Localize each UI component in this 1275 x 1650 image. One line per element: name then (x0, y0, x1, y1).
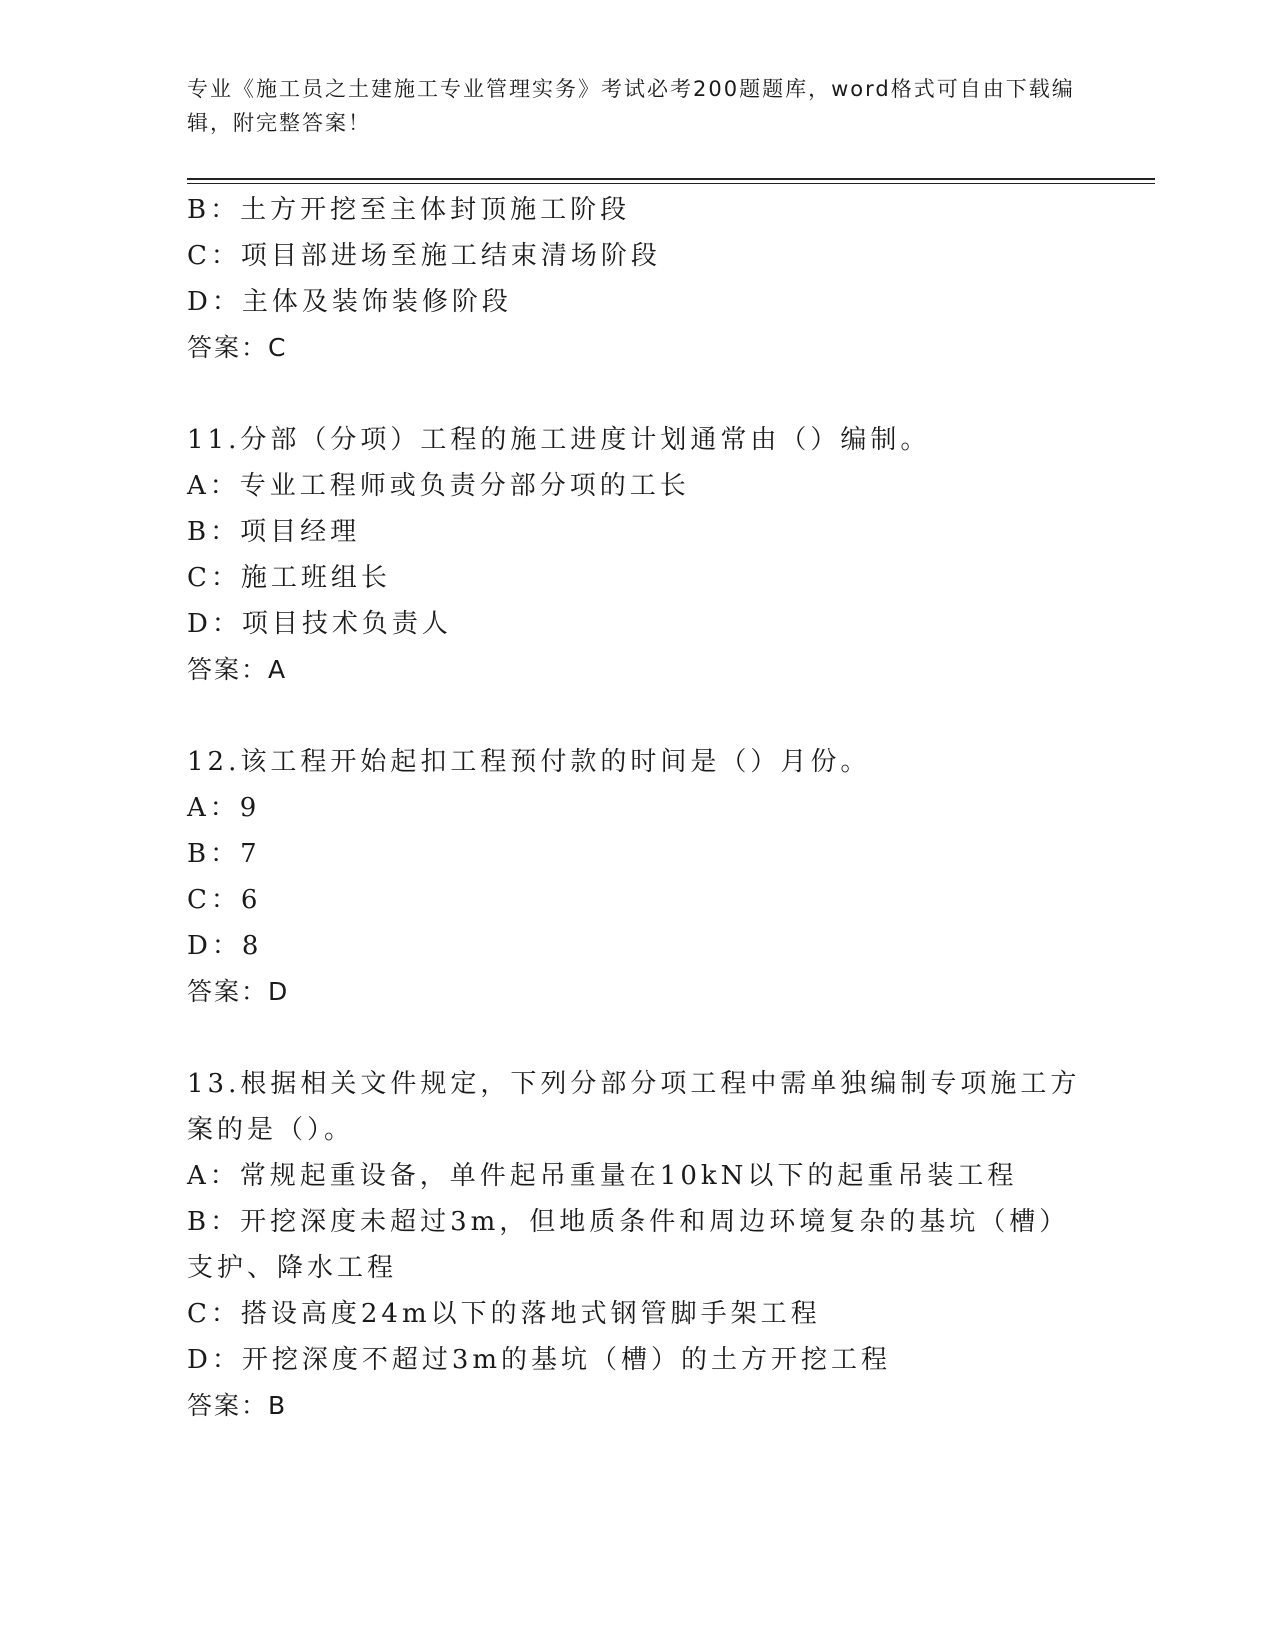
answer-line: 答案：C (187, 333, 288, 362)
option-c: C：施工班组长 (187, 563, 391, 593)
question-11-block (187, 417, 1087, 693)
option-c: C：搭设高度24m以下的落地式钢管脚手架工程 (187, 1299, 821, 1329)
spacer (187, 693, 1087, 739)
question-stem: 13.根据相关文件规定，下列分部分项工程中需单独编制专项施工方案的是（）。 (187, 1069, 1081, 1145)
option-b: B：项目经理 (187, 517, 361, 547)
answer-line: 答案：D (187, 977, 290, 1006)
option-d: D：主体及装饰装修阶段 (187, 287, 512, 317)
answer-line: 答案：B (187, 1391, 288, 1420)
option-c: C：项目部进场至施工结束清场阶段 (187, 241, 661, 271)
spacer (187, 371, 1087, 417)
answer-line: 答案：A (187, 655, 288, 684)
header-divider-thin (187, 183, 1155, 184)
option-b: B：土方开挖至主体封顶施工阶段 (187, 195, 631, 225)
option-b: B：开挖深度未超过3m，但地质条件和周边环境复杂的基坑（槽）支护、降水工程 (187, 1207, 1070, 1283)
option-d: D：开挖深度不超过3m的基坑（槽）的土方开挖工程 (187, 1345, 892, 1375)
question-stem: 12.该工程开始起扣工程预付款的时间是（）月份。 (187, 747, 871, 777)
option-d: D：项目技术负责人 (187, 609, 452, 639)
question-content (187, 187, 1087, 1429)
option-a: A：专业工程师或负责分部分项的工长 (187, 471, 690, 501)
question-12-block (187, 739, 1087, 1015)
question-13-block (187, 1061, 1087, 1429)
document-header (187, 72, 1087, 140)
option-b: B：7 (187, 839, 261, 869)
question-stem: 11.分部（分项）工程的施工进度计划通常由（）编制。 (187, 425, 931, 455)
spacer (187, 1015, 1087, 1061)
option-a: A：常规起重设备，单件起吊重量在10kN以下的起重吊装工程 (187, 1161, 1018, 1191)
header-divider-thick (187, 178, 1155, 180)
option-c: C：6 (187, 885, 262, 915)
option-a: A：9 (187, 793, 261, 823)
header-intro-text: 专业《施工员之土建施工专业管理实务》考试必考200题题库，word格式可自由下载编辑，附完整答案！ (187, 77, 1075, 135)
option-d: D：8 (187, 931, 263, 961)
prev-question-block (187, 187, 1087, 371)
